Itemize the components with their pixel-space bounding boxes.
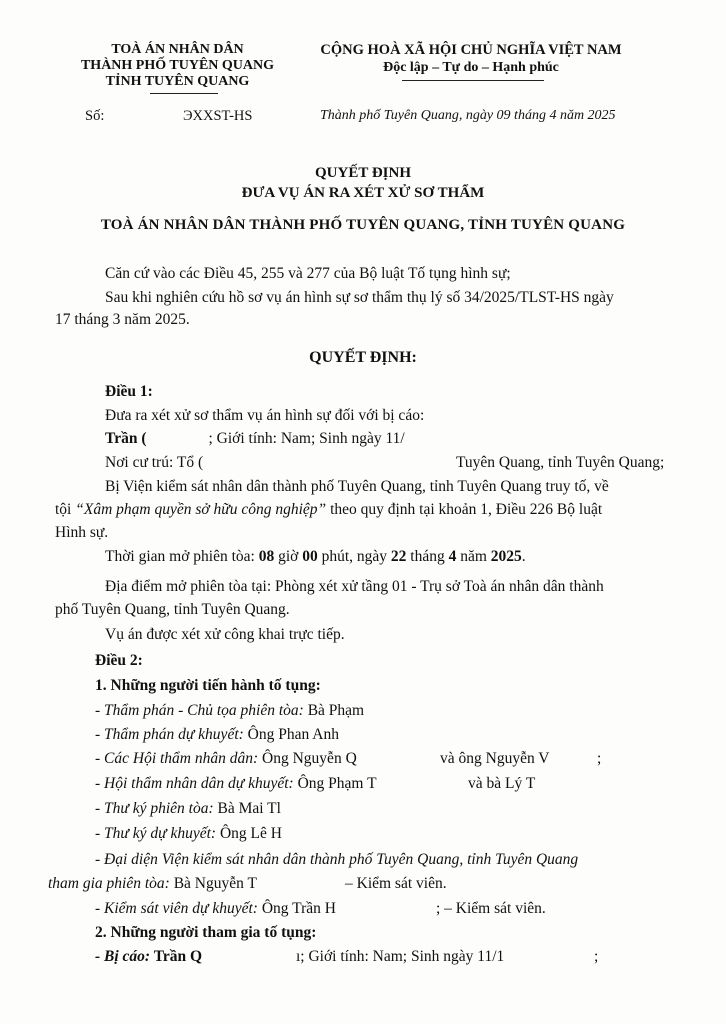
prosecution-line3: Hình sự. bbox=[55, 524, 109, 541]
court-header bbox=[60, 42, 295, 90]
prosecution-line2 bbox=[55, 501, 602, 519]
people-assessors bbox=[95, 750, 357, 768]
place-date: Thành phố Tuyên Quang, ngày 09 tháng 4 năm 2025 bbox=[320, 108, 616, 123]
alternate-assessors-label: - Hội thẩm nhân dân dự khuyết: bbox=[95, 775, 294, 792]
alternate-procurator-value: Ông Trần H bbox=[257, 900, 336, 917]
presiding-judge-label: - Thẩm phán - Chủ tọa phiên tòa: bbox=[95, 702, 304, 719]
defendant-label: - Bị cáo: bbox=[95, 948, 151, 965]
alternate-judge-value: Ông Phan Anh bbox=[243, 726, 339, 743]
defendant-line bbox=[105, 430, 405, 448]
defendant-info: ; Giới tính: Nam; Sinh ngày 11/ bbox=[208, 430, 405, 447]
procurator-role: – Kiểm sát viên. bbox=[345, 875, 447, 892]
assessors-label: - Các Hội thẩm nhân dân: bbox=[95, 750, 259, 767]
alternate-judge bbox=[95, 726, 339, 744]
presiding-judge-value: Bà Phạm bbox=[303, 702, 365, 719]
nation-slogan: Độc lập – Tự do – Hạnh phúc bbox=[383, 60, 559, 75]
participants-heading: 2. Những người tham gia tố tụng: bbox=[95, 924, 317, 941]
time-sep3: tháng bbox=[406, 548, 449, 565]
number-value: ЭXXST-HS bbox=[182, 108, 253, 124]
court-clerk-label: - Thư ký phiên tòa: bbox=[95, 800, 214, 817]
alternate-procurator bbox=[95, 900, 336, 918]
prosecution-line1: Bị Viện kiểm sát nhân dân thành phố Tuyên Quang, tỉnh Tuyên Quang truy tố, về bbox=[105, 478, 609, 495]
defendant-participant-info: ı; Giới tính: Nam; Sinh ngày 11/1 bbox=[296, 948, 505, 965]
procuracy-line2 bbox=[48, 875, 257, 893]
court-clerk bbox=[95, 800, 281, 818]
preamble-case-line1: Sau khi nghiên cứu hồ sơ vụ án hình sự sơ thẩm thụ lý số 34/2025/TLST-HS ngày bbox=[105, 289, 614, 306]
article1-intro: Đưa ra xét xử sơ thẩm vụ án hình sự đối với bị cáo: bbox=[105, 407, 425, 424]
decision-heading: QUYẾT ĐỊNH: bbox=[309, 349, 417, 366]
time-minute: 00 bbox=[302, 548, 318, 565]
alternate-assessors bbox=[95, 775, 377, 793]
defendant-name: Trần ( bbox=[105, 430, 147, 447]
alternate-clerk-label: - Thư ký dự khuyết: bbox=[95, 825, 217, 842]
presiding-judge bbox=[95, 702, 364, 720]
venue-line2: phố Tuyên Quang, tỉnh Tuyên Quang. bbox=[55, 601, 290, 618]
court-underline bbox=[150, 93, 218, 94]
alternate-assessor-2: và bà Lý T bbox=[468, 775, 536, 792]
alternate-clerk bbox=[95, 825, 282, 843]
defendant-participant bbox=[95, 948, 202, 966]
nation-header bbox=[318, 42, 624, 76]
procuracy-label: tham gia phiên tòa: bbox=[48, 875, 170, 892]
number-label: Số: bbox=[85, 108, 105, 124]
defendant-participant-end: ; bbox=[594, 948, 599, 965]
residence-label: Nơi cư trú: Tổ ( bbox=[105, 454, 204, 471]
alternate-assessor-1: Ông Phạm T bbox=[293, 775, 377, 792]
alternate-procurator-role: ; – Kiểm sát viên. bbox=[436, 900, 546, 917]
time-end: . bbox=[521, 548, 526, 565]
article1-heading: Điều 1: bbox=[105, 383, 153, 400]
title-court: TOÀ ÁN NHÂN DÂN THÀNH PHỐ TUYÊN QUANG, TỈNH TUYÊN QUANG bbox=[100, 217, 626, 233]
time-day: 22 bbox=[390, 548, 407, 565]
court-line-1: TOÀ ÁN NHÂN DÂN bbox=[111, 42, 244, 57]
court-line-3: TỈNH TUYÊN QUANG bbox=[105, 74, 250, 89]
assessor-1: Ông Nguyễn Q bbox=[258, 750, 357, 767]
venue-line1: Địa điểm mở phiên tòa tại: Phòng xét xử tầng 01 - Trụ sở Toà án nhân dân thành bbox=[105, 578, 604, 595]
preamble-legal-basis: Căn cứ vào các Điều 45, 255 và 277 của Bộ luật Tố tụng hình sự; bbox=[105, 265, 511, 282]
alternate-judge-label: - Thẩm phán dự khuyết: bbox=[95, 726, 244, 743]
public-hearing: Vụ án được xét xử công khai trực tiếp. bbox=[105, 626, 345, 643]
prosecution-prefix: tội bbox=[55, 501, 76, 518]
assessor-2: và ông Nguyễn V bbox=[440, 750, 550, 767]
assessor-2-group bbox=[440, 750, 550, 768]
court-clerk-value: Bà Mai Tl bbox=[213, 800, 281, 817]
procuracy-line1: - Đại diện Viện kiểm sát nhân dân thành phố Tuyên Quang, tỉnh Tuyên Quang bbox=[95, 851, 579, 868]
article2-heading: Điều 2: bbox=[95, 652, 143, 669]
procurator-name: Bà Nguyễn T bbox=[169, 875, 257, 892]
court-line-2: THÀNH PHỐ TUYÊN QUANG bbox=[80, 58, 275, 73]
participants-conducting-heading: 1. Những người tiến hành tố tụng: bbox=[95, 677, 321, 694]
hearing-time bbox=[105, 548, 526, 566]
alternate-procurator-label: - Kiểm sát viên dự khuyết: bbox=[95, 900, 258, 917]
time-hour: 08 bbox=[258, 548, 275, 565]
crime-name: “Xâm phạm quyền sở hữu công nghiệp” bbox=[75, 501, 327, 518]
time-sep1: giờ bbox=[274, 548, 303, 565]
residence-tail: Tuyên Quang, tỉnh Tuyên Quang; bbox=[456, 454, 665, 471]
nation-motto: CỘNG HOÀ XÃ HỘI CHỦ NGHĨA VIỆT NAM bbox=[320, 42, 622, 58]
time-label: Thời gian mở phiên tòa: bbox=[105, 548, 259, 565]
preamble-case-line2: 17 tháng 3 năm 2025. bbox=[55, 311, 190, 328]
time-year: 2025 bbox=[490, 548, 522, 565]
defendant-participant-name: Trần Q bbox=[150, 948, 203, 965]
time-sep4: năm bbox=[456, 548, 491, 565]
title-subject: ĐƯA VỤ ÁN RA XÉT XỬ SƠ THẨM bbox=[241, 185, 485, 201]
document-number bbox=[85, 108, 252, 125]
time-sep2: phút, ngày bbox=[317, 548, 391, 565]
assessors-end: ; bbox=[597, 750, 602, 767]
slogan-underline bbox=[402, 80, 544, 81]
prosecution-suffix: theo quy định tại khoản 1, Điều 226 Bộ luật bbox=[326, 501, 603, 518]
time-month: 4 bbox=[448, 548, 457, 565]
title-decision: QUYẾT ĐỊNH bbox=[315, 165, 411, 181]
alternate-clerk-value: Ông Lê H bbox=[216, 825, 282, 842]
